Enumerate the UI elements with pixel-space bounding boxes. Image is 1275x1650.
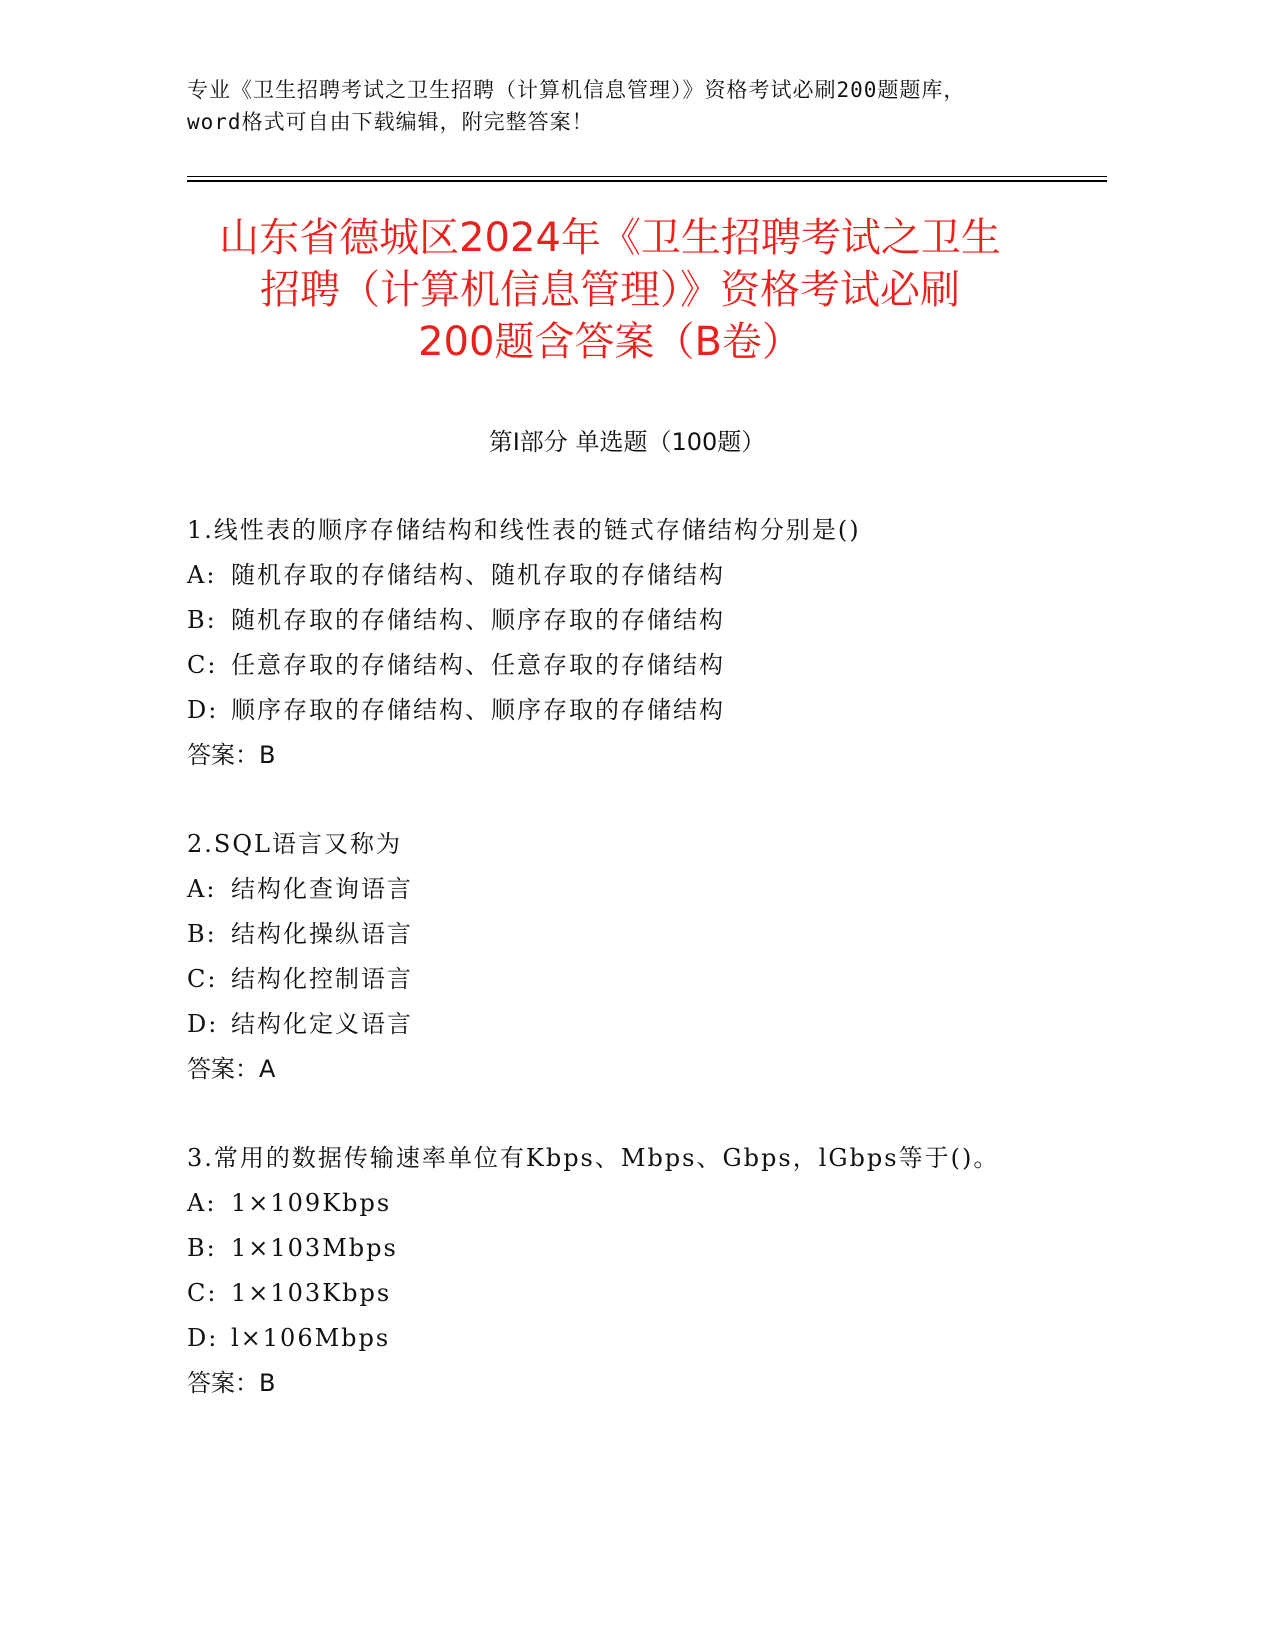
answer-line: 答案：A xyxy=(187,1055,276,1083)
option-key: D: xyxy=(187,1010,219,1038)
option-text: 随机存取的存储结构、随机存取的存储结构 xyxy=(231,561,725,589)
option-key: B: xyxy=(187,920,217,948)
option-a xyxy=(187,1181,1107,1226)
document-title-line-1: 山东省德城区2024年《卫生招聘考试之卫生 xyxy=(219,215,1001,261)
document-title-line-2: 招聘（计算机信息管理）》资格考试必刷 xyxy=(260,267,960,313)
option-key: D: xyxy=(187,696,219,724)
option-d xyxy=(187,1002,1107,1047)
option-d xyxy=(187,688,1107,733)
header-note-line-1: 专业《卫生招聘考试之卫生招聘（计算机信息管理）》资格考试必刷200题题库， xyxy=(187,78,966,102)
option-text: 1×103Kbps xyxy=(231,1279,392,1307)
document-title xyxy=(170,212,1050,368)
option-text: 结构化查询语言 xyxy=(231,875,413,903)
option-key: C: xyxy=(187,965,218,993)
option-text: 1×109Kbps xyxy=(231,1189,392,1217)
option-text: 结构化控制语言 xyxy=(231,965,413,993)
question-stem: 2.SQL语言又称为 xyxy=(187,830,402,858)
option-key: D: xyxy=(187,1324,219,1352)
section-title: 第Ⅰ部分 单选题（100题） xyxy=(488,428,766,456)
option-key: C: xyxy=(187,1279,218,1307)
answer-line: 答案：B xyxy=(187,1369,276,1397)
question-list xyxy=(187,508,1107,1450)
option-a xyxy=(187,553,1107,598)
option-b xyxy=(187,912,1107,957)
option-key: B: xyxy=(187,1234,217,1262)
option-b xyxy=(187,1226,1107,1271)
option-text: l×106Mbps xyxy=(231,1324,391,1352)
option-key: A: xyxy=(187,561,217,589)
option-d xyxy=(187,1316,1107,1361)
question-1 xyxy=(187,508,1107,778)
question-stem: 3.常用的数据传输速率单位有Kbps、Mbps、Gbps，lGbps等于()。 xyxy=(187,1144,1000,1172)
option-text: 顺序存取的存储结构、顺序存取的存储结构 xyxy=(231,696,725,724)
option-c xyxy=(187,957,1107,1002)
document-title-line-3: 200题含答案（B卷） xyxy=(418,319,802,365)
question-stem: 1.线性表的顺序存储结构和线性表的链式存储结构分别是() xyxy=(187,516,861,544)
question-2 xyxy=(187,822,1107,1092)
header-note xyxy=(187,74,1107,138)
option-text: 任意存取的存储结构、任意存取的存储结构 xyxy=(231,651,725,679)
option-b xyxy=(187,598,1107,643)
option-text: 结构化操纵语言 xyxy=(231,920,413,948)
option-key: A: xyxy=(187,875,217,903)
option-key: B: xyxy=(187,606,217,634)
header-rule-thick xyxy=(187,180,1107,182)
option-text: 结构化定义语言 xyxy=(231,1010,413,1038)
header-rule-thin xyxy=(187,176,1107,177)
option-key: C: xyxy=(187,651,218,679)
option-key: A: xyxy=(187,1189,217,1217)
header-note-line-2: word格式可自由下载编辑，附完整答案！ xyxy=(187,110,594,134)
option-a xyxy=(187,867,1107,912)
option-text: 随机存取的存储结构、顺序存取的存储结构 xyxy=(231,606,725,634)
answer-line: 答案：B xyxy=(187,741,276,769)
option-c xyxy=(187,643,1107,688)
question-3 xyxy=(187,1136,1107,1406)
option-c xyxy=(187,1271,1107,1316)
option-text: 1×103Mbps xyxy=(231,1234,398,1262)
